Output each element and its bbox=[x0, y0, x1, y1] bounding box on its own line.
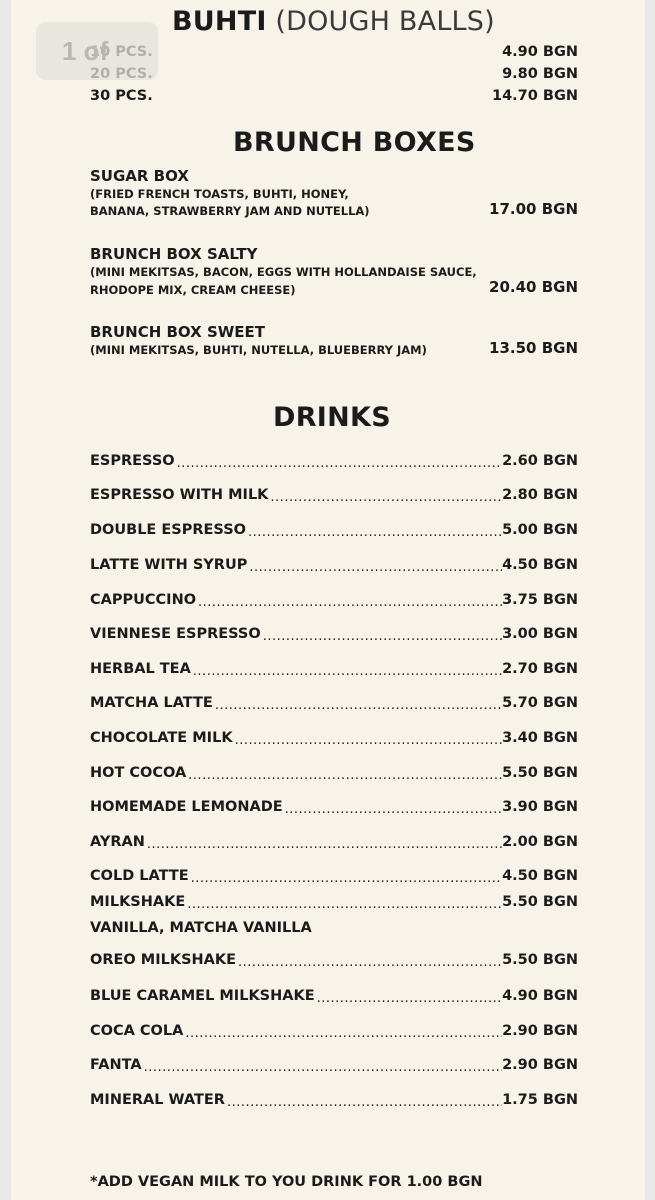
drink-price: 4.90 BGN bbox=[502, 988, 578, 1004]
drink-row bbox=[90, 692, 578, 714]
buhti-row-label: 30 PCS. bbox=[90, 88, 153, 104]
drink-row bbox=[90, 796, 578, 818]
drink-row bbox=[90, 519, 578, 541]
dot-leader bbox=[142, 1058, 502, 1076]
drink-row bbox=[90, 831, 578, 853]
drink-name: HOMEMADE LEMONADE bbox=[90, 799, 283, 815]
dot-leader bbox=[186, 766, 502, 784]
drink-price: 5.50 BGN bbox=[502, 765, 578, 781]
buhti-row bbox=[90, 42, 578, 62]
dot-leader bbox=[189, 869, 502, 887]
drink-name: VIENNESE ESPRESSO bbox=[90, 626, 261, 642]
drink-name: HOT COCOA bbox=[90, 765, 187, 781]
drink-price: 2.60 BGN bbox=[502, 453, 578, 469]
drink-row bbox=[90, 658, 578, 680]
dot-leader bbox=[247, 558, 502, 576]
dot-leader bbox=[145, 835, 502, 853]
drink-name: OREO MILKSHAKE bbox=[90, 952, 237, 968]
drink-name: BLUE CARAMEL MILKSHAKE bbox=[90, 988, 315, 1004]
drink-name: ESPRESSO WITH MILK bbox=[90, 487, 269, 503]
dot-leader bbox=[315, 989, 502, 1007]
dot-leader bbox=[183, 1024, 502, 1042]
brunch-item-name: SUGAR BOX bbox=[90, 167, 189, 185]
buhti-row bbox=[90, 64, 578, 84]
vegan-milk-footnote: *ADD VEGAN MILK TO YOU DRINK FOR 1.00 BGN bbox=[90, 1174, 483, 1190]
drink-row bbox=[90, 865, 578, 887]
dot-leader bbox=[283, 800, 502, 818]
drink-name: CHOCOLATE MILK bbox=[90, 730, 233, 746]
drink-price: 3.75 BGN bbox=[502, 592, 578, 608]
buhti-heading bbox=[172, 4, 495, 40]
buhti-row-price: 4.90 BGN bbox=[502, 44, 578, 60]
brunch-item-price: 13.50 BGN bbox=[489, 339, 578, 357]
drink-price: 3.40 BGN bbox=[502, 730, 578, 746]
dot-leader bbox=[233, 731, 503, 749]
dot-leader bbox=[213, 696, 502, 714]
drink-price: 5.70 BGN bbox=[502, 695, 578, 711]
drink-name: COCA COLA bbox=[90, 1023, 184, 1039]
dot-leader bbox=[196, 593, 502, 611]
drink-name: MATCHA LATTE bbox=[90, 695, 213, 711]
milkshake-flavors: VANILLA, MATCHA VANILLA bbox=[90, 920, 312, 936]
drink-name: DOUBLE ESPRESSO bbox=[90, 522, 246, 538]
brunch-item-desc: (MINI MEKITSAS, BUHTI, NUTELLA, BLUEBERRY JAM) bbox=[90, 343, 427, 357]
buhti-row-price: 14.70 BGN bbox=[491, 88, 578, 104]
drink-price: 2.70 BGN bbox=[502, 661, 578, 677]
drink-row bbox=[90, 985, 578, 1007]
drink-name: MINERAL WATER bbox=[90, 1092, 225, 1108]
drink-row bbox=[90, 727, 578, 749]
brunch-item-desc: RHODOPE MIX, CREAM CHEESE) bbox=[90, 283, 296, 297]
dot-leader bbox=[185, 895, 502, 913]
drink-price: 2.00 BGN bbox=[502, 834, 578, 850]
dot-leader bbox=[261, 627, 502, 645]
drink-row bbox=[90, 623, 578, 645]
drink-price: 5.50 BGN bbox=[502, 952, 578, 968]
brunch-item-desc: BANANA, STRAWBERRY JAM AND NUTELLA) bbox=[90, 204, 370, 218]
drink-row bbox=[90, 762, 578, 784]
drink-name: FANTA bbox=[90, 1057, 142, 1073]
drink-price: 4.50 BGN bbox=[502, 557, 578, 573]
drink-name: CAPPUCCINO bbox=[90, 592, 197, 608]
drink-name: HERBAL TEA bbox=[90, 661, 191, 677]
brunch-item-name: BRUNCH BOX SWEET bbox=[90, 323, 266, 341]
drink-price: 3.90 BGN bbox=[502, 799, 578, 815]
drink-row bbox=[90, 484, 578, 506]
brunch-item-price: 20.40 BGN bbox=[489, 278, 578, 296]
drink-name: ESPRESSO bbox=[90, 453, 175, 469]
dot-leader bbox=[236, 953, 502, 971]
drink-row bbox=[90, 1089, 578, 1111]
dot-leader bbox=[246, 523, 502, 541]
drink-name: LATTE WITH SYRUP bbox=[90, 557, 248, 573]
drink-price: 2.90 BGN bbox=[502, 1023, 578, 1039]
drink-row bbox=[90, 891, 578, 913]
buhti-row bbox=[90, 86, 578, 106]
brunch-section-title: BRUNCH BOXES bbox=[233, 127, 476, 158]
drink-row bbox=[90, 450, 578, 472]
buhti-title: BUHTI bbox=[172, 6, 267, 37]
brunch-item-desc: (FRIED FRENCH TOASTS, BUHTI, HONEY, bbox=[90, 187, 349, 201]
dot-leader bbox=[268, 488, 502, 506]
drink-price: 4.50 BGN bbox=[502, 868, 578, 884]
drink-price: 5.50 BGN bbox=[502, 894, 578, 910]
brunch-item-price: 17.00 BGN bbox=[489, 200, 578, 218]
drink-name: MILKSHAKE bbox=[90, 894, 186, 910]
dot-leader bbox=[225, 1093, 502, 1111]
drink-row bbox=[90, 554, 578, 576]
drink-row bbox=[90, 949, 578, 971]
drink-name: AYRAN bbox=[90, 834, 145, 850]
brunch-item-name: BRUNCH BOX SALTY bbox=[90, 245, 258, 263]
drink-price: 2.80 BGN bbox=[502, 487, 578, 503]
brunch-item-desc: (MINI MEKITSAS, BACON, EGGS WITH HOLLANDAISE SAUCE, bbox=[90, 265, 477, 279]
drink-row bbox=[90, 1020, 578, 1042]
drinks-section-title: DRINKS bbox=[273, 402, 392, 433]
buhti-subtitle: (DOUGH BALLS) bbox=[275, 6, 495, 37]
drink-price: 5.00 BGN bbox=[502, 522, 578, 538]
drink-name: COLD LATTE bbox=[90, 868, 189, 884]
drink-row bbox=[90, 589, 578, 611]
page-indicator: 1 of bbox=[36, 22, 158, 80]
buhti-row-price: 9.80 BGN bbox=[502, 66, 578, 82]
drink-price: 3.00 BGN bbox=[502, 626, 578, 642]
dot-leader bbox=[191, 662, 502, 680]
dot-leader bbox=[175, 454, 502, 472]
drink-row bbox=[90, 1054, 578, 1076]
drink-price: 2.90 BGN bbox=[502, 1057, 578, 1073]
drink-price: 1.75 BGN bbox=[502, 1092, 578, 1108]
